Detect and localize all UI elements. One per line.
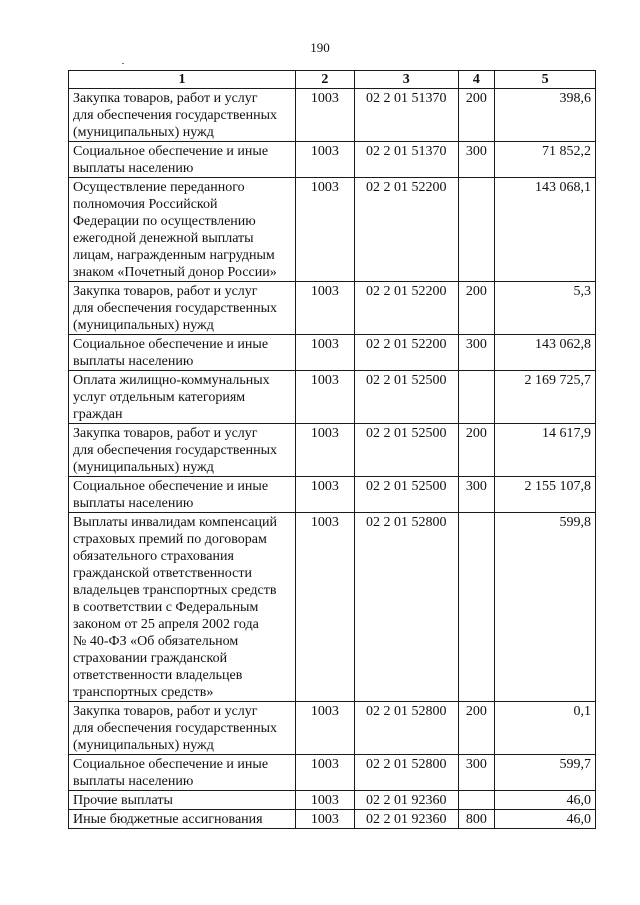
table-row — [69, 89, 596, 142]
cell-amount: 2 169 725,7 — [495, 371, 596, 424]
table-row — [69, 702, 596, 755]
cell-target-article: 02 2 01 52200 — [354, 335, 458, 371]
cell-expense-type — [458, 178, 495, 282]
table-row — [69, 477, 596, 513]
cell-section: 1003 — [295, 477, 354, 513]
cell-target-article: 02 2 01 51370 — [354, 142, 458, 178]
cell-expense-type: 200 — [458, 89, 495, 142]
cell-amount: 5,3 — [495, 282, 596, 335]
cell-section: 1003 — [295, 282, 354, 335]
table-row — [69, 513, 596, 702]
cell-amount: 71 852,2 — [495, 142, 596, 178]
header-row — [69, 71, 596, 89]
cell-section: 1003 — [295, 702, 354, 755]
cell-section: 1003 — [295, 513, 354, 702]
cell-amount: 0,1 — [495, 702, 596, 755]
cell-expense-type: 800 — [458, 810, 495, 829]
cell-target-article: 02 2 01 52500 — [354, 371, 458, 424]
cell-section: 1003 — [295, 810, 354, 829]
cell-target-article: 02 2 01 52800 — [354, 755, 458, 791]
cell-name: Закупка товаров, работ и услуг для обеспечения государственных (муниципальных) нужд — [69, 424, 296, 477]
cell-expense-type: 300 — [458, 477, 495, 513]
header-col-5: 5 — [495, 71, 596, 89]
cell-section: 1003 — [295, 178, 354, 282]
scan-speck — [122, 63, 124, 64]
cell-name: Социальное обеспечение и иные выплаты населению — [69, 335, 296, 371]
cell-expense-type: 300 — [458, 755, 495, 791]
header-col-1: 1 — [69, 71, 296, 89]
cell-section: 1003 — [295, 335, 354, 371]
cell-name: Социальное обеспечение и иные выплаты населению — [69, 477, 296, 513]
table-header — [69, 71, 596, 89]
cell-expense-type — [458, 371, 495, 424]
cell-section: 1003 — [295, 142, 354, 178]
table-row — [69, 142, 596, 178]
cell-amount: 46,0 — [495, 810, 596, 829]
table-row — [69, 178, 596, 282]
table-row — [69, 791, 596, 810]
cell-target-article: 02 2 01 52200 — [354, 282, 458, 335]
cell-name: Выплаты инвалидам компенсаций страховых премий по договорам обязательного страхования гражданской ответственности владельцев транспортных средств в соответствии с Федеральным законом от 25 апреля 2002 года № 40-ФЗ «Об обязательном страховании гражданской ответственности владельцев транспортных средств» — [69, 513, 296, 702]
cell-name: Прочие выплаты — [69, 791, 296, 810]
page-number: 190 — [310, 40, 330, 55]
cell-expense-type — [458, 791, 495, 810]
cell-amount: 14 617,9 — [495, 424, 596, 477]
cell-target-article: 02 2 01 92360 — [354, 791, 458, 810]
cell-section: 1003 — [295, 791, 354, 810]
table-row — [69, 810, 596, 829]
cell-section: 1003 — [295, 755, 354, 791]
header-col-3: 3 — [354, 71, 458, 89]
cell-amount: 599,7 — [495, 755, 596, 791]
cell-amount: 143 062,8 — [495, 335, 596, 371]
table-row — [69, 371, 596, 424]
table-row — [69, 282, 596, 335]
cell-section: 1003 — [295, 89, 354, 142]
cell-expense-type: 200 — [458, 282, 495, 335]
table-row — [69, 424, 596, 477]
table-row — [69, 335, 596, 371]
cell-target-article: 02 2 01 52500 — [354, 477, 458, 513]
cell-expense-type: 200 — [458, 424, 495, 477]
cell-expense-type: 300 — [458, 142, 495, 178]
cell-amount: 2 155 107,8 — [495, 477, 596, 513]
cell-name: Иные бюджетные ассигнования — [69, 810, 296, 829]
cell-target-article: 02 2 01 92360 — [354, 810, 458, 829]
cell-expense-type: 200 — [458, 702, 495, 755]
cell-name: Осуществление переданного полномочия Российской Федерации по осуществлению ежегодной денежной выплаты лицам, награжденным нагрудным знаком «Почетный донор России» — [69, 178, 296, 282]
cell-expense-type — [458, 513, 495, 702]
cell-amount: 398,6 — [495, 89, 596, 142]
table-body — [69, 89, 596, 829]
cell-name: Социальное обеспечение и иные выплаты населению — [69, 755, 296, 791]
cell-name: Оплата жилищно-коммунальных услуг отдельным категориям граждан — [69, 371, 296, 424]
cell-name: Социальное обеспечение и иные выплаты населению — [69, 142, 296, 178]
cell-target-article: 02 2 01 52200 — [354, 178, 458, 282]
cell-section: 1003 — [295, 371, 354, 424]
cell-target-article: 02 2 01 52800 — [354, 513, 458, 702]
table-row — [69, 755, 596, 791]
header-col-2: 2 — [295, 71, 354, 89]
cell-target-article: 02 2 01 52500 — [354, 424, 458, 477]
cell-target-article: 02 2 01 51370 — [354, 89, 458, 142]
budget-table — [68, 70, 596, 829]
header-col-4: 4 — [458, 71, 495, 89]
cell-name: Закупка товаров, работ и услуг для обеспечения государственных (муниципальных) нужд — [69, 89, 296, 142]
cell-amount: 599,8 — [495, 513, 596, 702]
cell-target-article: 02 2 01 52800 — [354, 702, 458, 755]
cell-section: 1003 — [295, 424, 354, 477]
cell-amount: 46,0 — [495, 791, 596, 810]
cell-amount: 143 068,1 — [495, 178, 596, 282]
cell-name: Закупка товаров, работ и услуг для обеспечения государственных (муниципальных) нужд — [69, 282, 296, 335]
cell-name: Закупка товаров, работ и услуг для обеспечения государственных (муниципальных) нужд — [69, 702, 296, 755]
cell-expense-type: 300 — [458, 335, 495, 371]
